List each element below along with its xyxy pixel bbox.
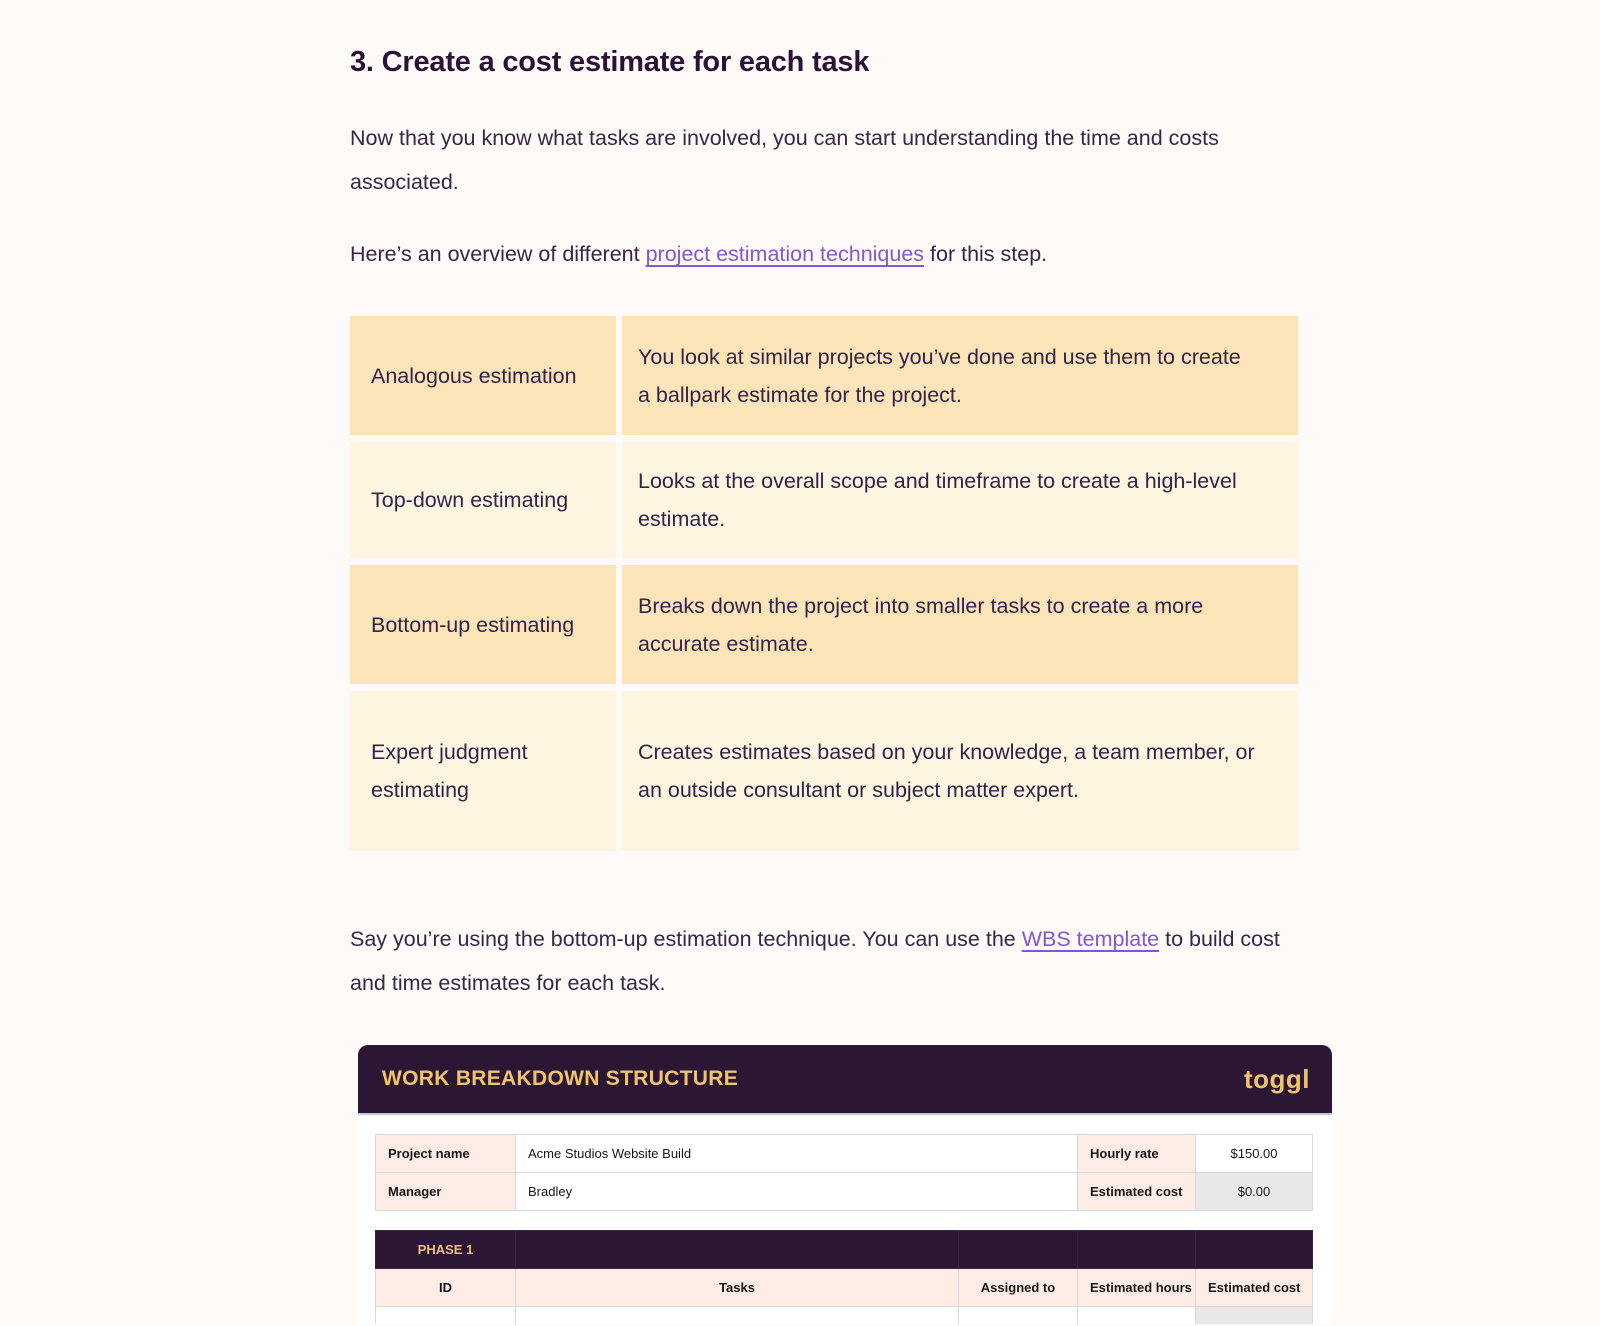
estimated-cost-value: $0.00 — [1196, 1173, 1313, 1211]
wbs-header-bar — [358, 1045, 1332, 1115]
technique-name-cell: Expert judgment estimating — [350, 691, 616, 851]
paragraph-wbs — [350, 917, 1298, 1005]
project-name-value: Acme Studios Website Build — [516, 1135, 1078, 1173]
table-row — [376, 1173, 1313, 1211]
table-row — [376, 1135, 1313, 1173]
phase-task-table — [375, 1230, 1313, 1324]
empty-cell — [1078, 1307, 1196, 1325]
column-header-id: ID — [376, 1269, 516, 1307]
empty-task-row — [376, 1307, 1313, 1325]
hourly-rate-value: $150.00 — [1196, 1135, 1313, 1173]
table-row — [350, 565, 1298, 684]
article-section — [350, 44, 1298, 1005]
technique-description-cell: Creates estimates based on your knowledge, a team member, or an outside consultant or subject matter expert. — [622, 691, 1298, 851]
paragraph-text: Here’s an overview of different — [350, 242, 646, 266]
project-name-label: Project name — [376, 1135, 516, 1173]
wbs-spreadsheet — [358, 1115, 1332, 1324]
link-project-estimation-techniques[interactable]: project estimation techniques — [645, 242, 925, 266]
link-wbs-template[interactable]: WBS template — [1021, 927, 1160, 951]
paragraph-text: to build cost and time estimates for each task. — [350, 927, 1280, 995]
estimated-cost-label: Estimated cost — [1078, 1173, 1196, 1211]
phase-bar-cell — [516, 1231, 959, 1269]
technique-name-cell: Analogous estimation — [350, 316, 616, 435]
hourly-rate-label: Hourly rate — [1078, 1135, 1196, 1173]
spacer — [375, 1211, 1315, 1230]
phase-bar-cell — [1196, 1231, 1313, 1269]
empty-cell — [1196, 1307, 1313, 1325]
column-header-estimated-hours: Estimated hours — [1078, 1269, 1196, 1307]
table-row — [350, 442, 1298, 558]
phase-header-row — [376, 1231, 1313, 1269]
project-info-table — [375, 1134, 1313, 1211]
phase-label: PHASE 1 — [376, 1231, 516, 1269]
manager-label: Manager — [376, 1173, 516, 1211]
wbs-template-image — [358, 1045, 1332, 1324]
column-header-assigned-to: Assigned to — [959, 1269, 1078, 1307]
wbs-title: WORK BREAKDOWN STRUCTURE — [382, 1067, 739, 1090]
empty-cell — [959, 1307, 1078, 1325]
phase-bar-cell — [959, 1231, 1078, 1269]
paragraph-text: for this step. — [924, 242, 1048, 266]
technique-description-cell: Looks at the overall scope and timeframe to create a high-level estimate. — [622, 442, 1298, 558]
technique-name-cell: Top-down estimating — [350, 442, 616, 558]
table-row — [350, 316, 1298, 435]
column-header-estimated-cost: Estimated cost — [1196, 1269, 1313, 1307]
empty-cell — [516, 1307, 959, 1325]
technique-name-cell: Bottom-up estimating — [350, 565, 616, 684]
paragraph-text: Say you’re using the bottom-up estimation technique. You can use the — [350, 927, 1022, 951]
technique-description-cell: You look at similar projects you’ve done and use them to create a ballpark estimate for the project. — [622, 316, 1298, 435]
paragraph-intro — [350, 116, 1298, 204]
column-header-row — [376, 1269, 1313, 1307]
estimation-techniques-table — [350, 316, 1298, 851]
table-row — [350, 691, 1298, 851]
technique-description-cell: Breaks down the project into smaller tasks to create a more accurate estimate. — [622, 565, 1298, 684]
phase-bar-cell — [1078, 1231, 1196, 1269]
toggl-logo: toggl — [1243, 1063, 1310, 1094]
empty-cell — [376, 1307, 516, 1325]
manager-value: Bradley — [516, 1173, 1078, 1211]
paragraph-text: Now that you know what tasks are involved, you can start understanding the time and costs associated. — [350, 126, 1219, 194]
paragraph-overview — [350, 232, 1298, 276]
column-header-tasks: Tasks — [516, 1269, 959, 1307]
page-title: 3. Create a cost estimate for each task — [350, 46, 870, 78]
